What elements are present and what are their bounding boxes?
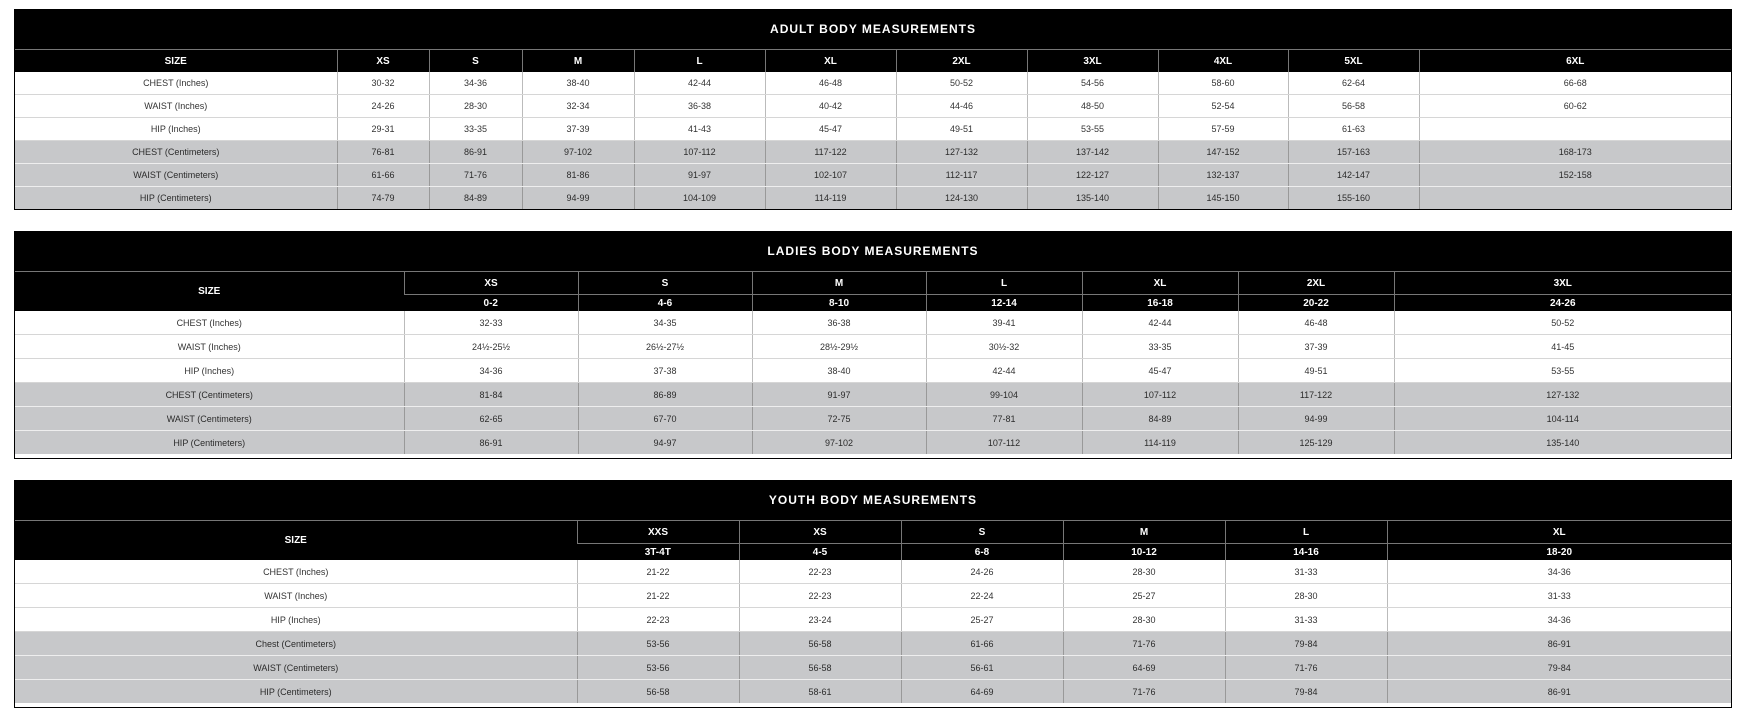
measurement-cell: 26½-27½ [578,335,752,359]
measurement-cell: 50-52 [1394,311,1731,335]
ladies-numeric-size: 0-2 [404,295,578,312]
measurement-cell: 22-23 [739,584,901,608]
measurement-cell: 22-23 [577,608,739,632]
measurement-cell: 112-117 [896,164,1027,187]
measurement-cell: 60-62 [1419,95,1731,118]
measurement-cell: 107-112 [634,141,765,164]
measurement-cell: 24-26 [337,95,429,118]
measurement-cell: 97-102 [522,141,634,164]
measurement-cell: 25-27 [1063,584,1225,608]
measurement-cell: 79-84 [1387,656,1731,680]
measurement-cell: 127-132 [1394,383,1731,407]
measurement-cell: 81-84 [404,383,578,407]
measurement-cell: 40-42 [765,95,896,118]
measurement-cell: 71-76 [1063,680,1225,704]
measurement-cell: 62-64 [1288,72,1419,95]
measurement-cell: 56-61 [901,656,1063,680]
measurement-cell: 62-65 [404,407,578,431]
measurement-cell: 91-97 [752,383,926,407]
ladies-size-header: SIZE [15,272,404,312]
measurement-cell: 66-68 [1419,72,1731,95]
measurement-cell: 56-58 [739,656,901,680]
ladies-numeric-size: 12-14 [926,295,1082,312]
table-row [15,383,1731,407]
table-row [15,431,1731,455]
measurement-cell: 127-132 [896,141,1027,164]
row-label: CHEST (Centimeters) [15,141,337,164]
measurement-cell: 58-60 [1158,72,1288,95]
measurement-cell: 30½-32 [926,335,1082,359]
youth-numeric-size: 10-12 [1063,544,1225,561]
measurement-cell: 52-54 [1158,95,1288,118]
measurement-cell: 67-70 [578,407,752,431]
measurement-cell: 32-33 [404,311,578,335]
measurement-cell: 28-30 [429,95,522,118]
measurement-cell: 38-40 [752,359,926,383]
measurement-cell: 38-40 [522,72,634,95]
measurement-cell [1419,118,1731,141]
measurement-cell: 45-47 [765,118,896,141]
measurement-cell: 57-59 [1158,118,1288,141]
measurement-cell: 37-38 [578,359,752,383]
measurement-cell: 49-51 [896,118,1027,141]
measurement-cell: 29-31 [337,118,429,141]
measurement-cell: 36-38 [752,311,926,335]
measurement-cell: 39-41 [926,311,1082,335]
row-label: CHEST (Inches) [15,311,404,335]
measurement-cell: 107-112 [1082,383,1238,407]
measurement-cell: 45-47 [1082,359,1238,383]
measurement-cell [1419,187,1731,210]
adult-size-header: SIZE [15,50,337,73]
measurement-cell: 86-89 [578,383,752,407]
ladies-size-xl: XL [1082,272,1238,295]
measurement-cell: 33-35 [1082,335,1238,359]
measurement-cell: 152-158 [1419,164,1731,187]
measurement-cell: 86-91 [404,431,578,455]
ladies-chart-title: LADIES BODY MEASUREMENTS [15,232,1731,271]
table-row [15,164,1731,187]
ladies-numeric-size: 4-6 [578,295,752,312]
ladies-size-table [15,271,1731,454]
measurement-cell: 56-58 [1288,95,1419,118]
measurement-cell: 36-38 [634,95,765,118]
measurement-cell: 71-76 [1225,656,1387,680]
measurement-cell: 37-39 [522,118,634,141]
row-label: WAIST (Inches) [15,335,404,359]
measurement-cell: 86-91 [1387,632,1731,656]
measurement-cell: 42-44 [926,359,1082,383]
measurement-cell: 86-91 [429,141,522,164]
measurement-cell: 53-55 [1027,118,1158,141]
measurement-cell: 64-69 [1063,656,1225,680]
measurement-cell: 56-58 [739,632,901,656]
table-row [15,335,1731,359]
measurement-cell: 168-173 [1419,141,1731,164]
table-row [15,187,1731,210]
youth-size-header: SIZE [15,521,577,561]
row-label: WAIST (Centimeters) [15,164,337,187]
adult-size-5xl: 5XL [1288,50,1419,73]
measurement-cell: 117-122 [765,141,896,164]
ladies-size-chart [14,231,1732,459]
youth-chart-title: YOUTH BODY MEASUREMENTS [15,481,1731,520]
measurement-cell: 64-69 [901,680,1063,704]
row-label: WAIST (Centimeters) [15,407,404,431]
measurement-cell: 42-44 [1082,311,1238,335]
measurement-cell: 28-30 [1063,608,1225,632]
measurement-cell: 135-140 [1394,431,1731,455]
row-label: HIP (Inches) [15,359,404,383]
measurement-cell: 42-44 [634,72,765,95]
measurement-cell: 71-76 [429,164,522,187]
table-row [15,407,1731,431]
measurement-cell: 147-152 [1158,141,1288,164]
measurement-cell: 125-129 [1238,431,1394,455]
measurement-cell: 72-75 [752,407,926,431]
measurement-cell: 94-99 [522,187,634,210]
row-label: CHEST (Inches) [15,560,577,584]
adult-size-3xl: 3XL [1027,50,1158,73]
measurement-cell: 34-36 [1387,560,1731,584]
measurement-cell: 114-119 [765,187,896,210]
adult-size-6xl: 6XL [1419,50,1731,73]
measurement-cell: 114-119 [1082,431,1238,455]
measurement-cell: 99-104 [926,383,1082,407]
table-row [15,141,1731,164]
youth-size-xs: XS [739,521,901,544]
ladies-numeric-size: 16-18 [1082,295,1238,312]
measurement-cell: 31-33 [1387,584,1731,608]
youth-size-l: L [1225,521,1387,544]
measurement-cell: 34-36 [429,72,522,95]
ladies-header-row [15,272,1731,295]
ladies-size-l: L [926,272,1082,295]
table-row [15,560,1731,584]
adult-size-xs: XS [337,50,429,73]
measurement-cell: 34-36 [1387,608,1731,632]
row-label: HIP (Centimeters) [15,680,577,704]
measurement-cell: 41-45 [1394,335,1731,359]
row-label: CHEST (Inches) [15,72,337,95]
table-row [15,118,1731,141]
youth-numeric-size: 6-8 [901,544,1063,561]
measurement-cell: 76-81 [337,141,429,164]
measurement-cell: 56-58 [577,680,739,704]
measurement-cell: 34-36 [404,359,578,383]
youth-header-row [15,521,1731,544]
measurement-cell: 61-63 [1288,118,1419,141]
adult-size-2xl: 2XL [896,50,1027,73]
measurement-cell: 155-160 [1288,187,1419,210]
measurement-cell: 30-32 [337,72,429,95]
measurement-cell: 117-122 [1238,383,1394,407]
table-row [15,680,1731,704]
table-row [15,608,1731,632]
row-label: HIP (Inches) [15,608,577,632]
measurement-cell: 84-89 [429,187,522,210]
youth-numeric-size: 14-16 [1225,544,1387,561]
row-label: WAIST (Inches) [15,95,337,118]
table-row [15,95,1731,118]
measurement-cell: 28-30 [1225,584,1387,608]
measurement-cell: 61-66 [337,164,429,187]
measurement-cell: 50-52 [896,72,1027,95]
measurement-cell: 97-102 [752,431,926,455]
ladies-numeric-size: 20-22 [1238,295,1394,312]
measurement-cell: 94-97 [578,431,752,455]
ladies-size-s: S [578,272,752,295]
measurement-cell: 142-147 [1288,164,1419,187]
ladies-size-m: M [752,272,926,295]
measurement-cell: 25-27 [901,608,1063,632]
youth-size-xxs: XXS [577,521,739,544]
measurement-cell: 37-39 [1238,335,1394,359]
row-label: CHEST (Centimeters) [15,383,404,407]
measurement-cell: 41-43 [634,118,765,141]
measurement-cell: 54-56 [1027,72,1158,95]
measurement-cell: 53-55 [1394,359,1731,383]
measurement-cell: 28½-29½ [752,335,926,359]
youth-numeric-size: 3T-4T [577,544,739,561]
measurement-cell: 34-35 [578,311,752,335]
row-label: WAIST (Inches) [15,584,577,608]
youth-size-chart [14,480,1732,708]
measurement-cell: 132-137 [1158,164,1288,187]
measurement-cell: 53-56 [577,632,739,656]
adult-size-xl: XL [765,50,896,73]
adult-size-s: S [429,50,522,73]
measurement-cell: 81-86 [522,164,634,187]
adult-header-row [15,50,1731,73]
ladies-numeric-size: 24-26 [1394,295,1731,312]
measurement-cell: 44-46 [896,95,1027,118]
measurement-cell: 124-130 [896,187,1027,210]
measurement-cell: 31-33 [1225,608,1387,632]
measurement-cell: 74-79 [337,187,429,210]
table-row [15,72,1731,95]
measurement-cell: 77-81 [926,407,1082,431]
measurement-cell: 24½-25½ [404,335,578,359]
measurement-cell: 33-35 [429,118,522,141]
row-label: HIP (Centimeters) [15,431,404,455]
table-row [15,359,1731,383]
measurement-cell: 46-48 [1238,311,1394,335]
measurement-cell: 71-76 [1063,632,1225,656]
youth-size-xl: XL [1387,521,1731,544]
ladies-size-3xl: 3XL [1394,272,1731,295]
table-row [15,632,1731,656]
measurement-cell: 48-50 [1027,95,1158,118]
measurement-cell: 79-84 [1225,632,1387,656]
ladies-size-xs: XS [404,272,578,295]
measurement-cell: 22-24 [901,584,1063,608]
measurement-cell: 137-142 [1027,141,1158,164]
measurement-cell: 58-61 [739,680,901,704]
youth-size-s: S [901,521,1063,544]
table-row [15,584,1731,608]
measurement-cell: 135-140 [1027,187,1158,210]
ladies-numeric-size: 8-10 [752,295,926,312]
measurement-cell: 107-112 [926,431,1082,455]
measurement-cell: 145-150 [1158,187,1288,210]
measurement-cell: 86-91 [1387,680,1731,704]
measurement-cell: 94-99 [1238,407,1394,431]
measurement-cell: 24-26 [901,560,1063,584]
youth-size-table [15,520,1731,703]
measurement-cell: 21-22 [577,560,739,584]
youth-numeric-size: 4-5 [739,544,901,561]
measurement-cell: 22-23 [739,560,901,584]
adult-size-m: M [522,50,634,73]
adult-chart-title: ADULT BODY MEASUREMENTS [15,10,1731,49]
youth-size-m: M [1063,521,1225,544]
youth-numeric-size: 18-20 [1387,544,1731,561]
measurement-cell: 21-22 [577,584,739,608]
measurement-cell: 91-97 [634,164,765,187]
measurement-cell: 23-24 [739,608,901,632]
measurement-cell: 31-33 [1225,560,1387,584]
table-row [15,311,1731,335]
measurement-cell: 79-84 [1225,680,1387,704]
ladies-size-2xl: 2XL [1238,272,1394,295]
measurement-cell: 32-34 [522,95,634,118]
row-label: HIP (Inches) [15,118,337,141]
measurement-cell: 28-30 [1063,560,1225,584]
measurement-cell: 49-51 [1238,359,1394,383]
table-row [15,656,1731,680]
row-label: HIP (Centimeters) [15,187,337,210]
measurement-cell: 53-56 [577,656,739,680]
measurement-cell: 122-127 [1027,164,1158,187]
measurement-cell: 102-107 [765,164,896,187]
measurement-cell: 61-66 [901,632,1063,656]
row-label: WAIST (Centimeters) [15,656,577,680]
adult-size-l: L [634,50,765,73]
measurement-cell: 104-109 [634,187,765,210]
adult-size-chart [14,9,1732,210]
adult-size-4xl: 4XL [1158,50,1288,73]
measurement-cell: 157-163 [1288,141,1419,164]
adult-size-table [15,49,1731,209]
measurement-cell: 84-89 [1082,407,1238,431]
measurement-cell: 104-114 [1394,407,1731,431]
row-label: Chest (Centimeters) [15,632,577,656]
measurement-cell: 46-48 [765,72,896,95]
